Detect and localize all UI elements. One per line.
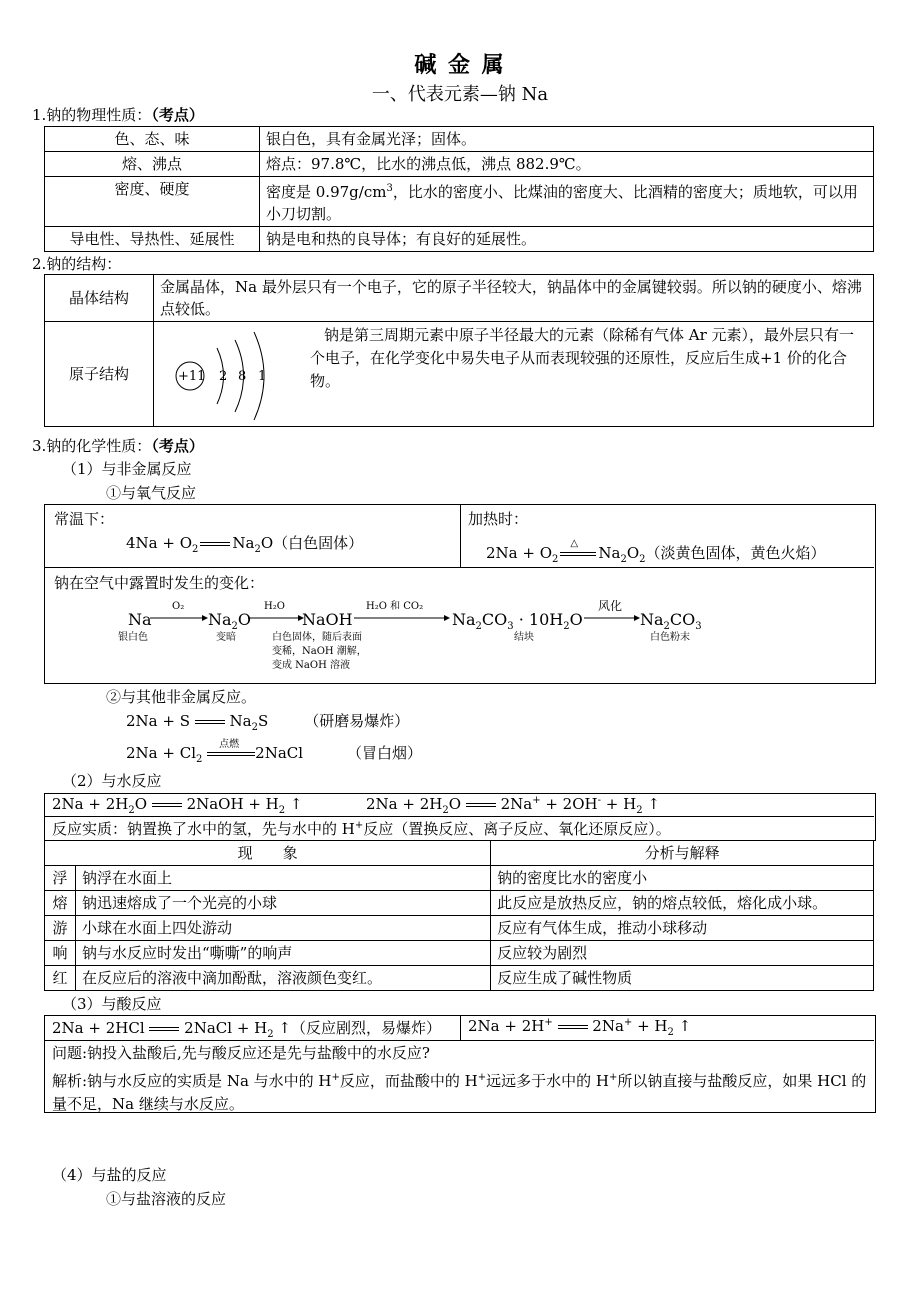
arrow-1-label: O₂ xyxy=(172,601,185,612)
page-title: 碱 金 属 xyxy=(414,52,506,78)
water-equation-molecular: $2Na + 2H_2O$ 2NaOH + $H_2$ ↑ xyxy=(52,795,303,816)
chain-na2co3-hydrate: $Na_2CO_3 \cdot 10H_2O$ xyxy=(452,610,583,633)
subsection-1: （1）与非金属反应 xyxy=(62,460,192,478)
arrow-4-label: 风化 xyxy=(598,599,623,613)
heating-label: 加热时： xyxy=(468,510,529,528)
table-row: 红 在反应后的溶液中滴加酚酞，溶液颜色变红。 反应生成了碱性物质 xyxy=(45,966,874,991)
shell-1: 2 xyxy=(219,369,228,384)
heating-equation: $2Na + O_2$ △ $Na_2O_2$（淡黄色固体，黄色火焰） xyxy=(486,538,826,565)
air-exposure-label: 钠在空气中露置时发生的变化： xyxy=(54,574,265,592)
subsection-1b: ②与其他非金属反应。 xyxy=(106,688,257,706)
table-row: 游 小球在水面上四处游动 反应有气体生成，推动小球移动 xyxy=(45,916,874,941)
chain-na: Na xyxy=(128,610,152,629)
subsection-2: （2）与水反应 xyxy=(62,772,162,790)
table-row: 导电性、导热性、延展性 钠是电和热的良导体；有良好的延展性。 xyxy=(45,227,874,252)
page-subtitle: 一、代表元素—钠 Na xyxy=(371,84,549,105)
table-row: 熔、沸点 熔点：97.8℃，比水的沸点低，沸点 882.9℃。 xyxy=(45,152,874,177)
chain-hydrate-note: 结块 xyxy=(514,632,534,643)
chlorine-equation: $2Na + Cl_2$ 点燃 2NaCl （冒白烟） xyxy=(126,739,423,765)
subsection-3: （3）与酸反应 xyxy=(62,995,162,1013)
chain-na2o: $Na_2O$ xyxy=(208,610,252,633)
section-3-heading: 3.钠的化学性质：（考点） xyxy=(32,437,204,455)
atom-diagram xyxy=(162,326,292,426)
water-equation-ionic: $2Na + 2H_2O$ $2Na^+ + 2OH^- + H_2$ ↑ xyxy=(366,795,660,816)
chain-na2co3-note: 白色粉末 xyxy=(650,632,690,643)
physical-properties-table xyxy=(44,126,874,252)
phenomena-table xyxy=(44,840,874,991)
chain-na2o-note: 变暗 xyxy=(216,632,236,643)
chain-naoh: NaOH xyxy=(302,610,353,629)
shell-2: 8 xyxy=(238,369,247,384)
atom-description: 钠是第三周期元素中原子半径最大的元素（除稀有气体 Ar 元素），最外层只有一个电子，在化学变化中易失电子从而表现较强的还原性，反应后生成+1 价的化合物。 xyxy=(310,326,855,390)
table-row: 响 钠与水反应时发出“嘶嘶”的响声 反应较为剧烈 xyxy=(45,941,874,966)
subsection-4: （4）与盐的反应 xyxy=(52,1166,167,1184)
chain-naoh-note-1: 白色固体，随后表面 xyxy=(272,632,362,643)
chain-na2co3: $Na_2CO_3$ xyxy=(640,610,702,633)
acid-question: 问题:钠投入盐酸后,先与酸反应还是先与盐酸中的水反应? xyxy=(52,1044,430,1062)
normal-temp-label: 常温下： xyxy=(54,510,115,528)
arrow-2-label: H₂O xyxy=(264,601,285,612)
subsection-1a: ①与氧气反应 xyxy=(106,484,197,502)
acid-equation-molecular: 2Na + 2HCl 2NaCl + $H_2$ ↑（反应剧烈，易爆炸） xyxy=(52,1019,441,1040)
table-row: 原子结构 +11 2 8 1 钠是第三周期元素中原子半径最大的元素（除稀有气体 Ar 元素），最外层只有一个电子，在化学变化中易失电子从而表现较强的还原性，反应后生成+1 价的化合物。 xyxy=(45,322,874,427)
table-row: 浮 钠浮在水面上 钠的密度比水的密度小 xyxy=(45,866,874,891)
acid-equation-ionic: 2Na + 2H+ $2Na^+ + H_2$ ↑ xyxy=(468,1017,692,1038)
structure-table xyxy=(44,274,874,427)
table-row: 熔 钠迅速熔成了一个光亮的小球 此反应是放热反应，钠的熔点较低，熔化成小球。 xyxy=(45,891,874,916)
table-row: 晶体结构 金属晶体，Na 最外层只有一个电子，它的原子半径较大，钠晶体中的金属键较弱。所以钠的硬度小、熔沸点较低。 xyxy=(45,275,874,322)
normal-temp-equation: $4Na + O_2$ $Na_2O$（白色固体） xyxy=(126,534,364,555)
table-row: 现 象 分析与解释 xyxy=(45,841,874,866)
nucleus-label: +11 xyxy=(178,369,206,384)
acid-answer: 解析:钠与水反应的实质是 Na 与水中的 H+反应，而盐酸中的 H+远远多于水中的 H+所以钠直接与盐酸反应，如果 HCl 的量不足，Na 继续与水反应。 xyxy=(52,1072,867,1113)
section-2-heading: 2.钠的结构： xyxy=(32,255,122,273)
table-row: 色、态、味 银白色，具有金属光泽；固体。 xyxy=(45,127,874,152)
chain-na-note: 银白色 xyxy=(118,632,148,643)
chain-naoh-note-2: 变稀，NaOH 潮解， xyxy=(272,646,367,657)
shell-3: 1 xyxy=(258,369,267,384)
arrow-3-label: H₂O 和 CO₂ xyxy=(366,601,424,612)
table-row: 密度、硬度 密度是 $0.97g/cm^3$，比水的密度小、比煤油的密度大、比酒精的密度大；质地软，可以用小刀切割。 xyxy=(45,177,874,227)
section-1-heading: 1.钠的物理性质：（考点） xyxy=(32,106,204,124)
subsection-4a: ①与盐溶液的反应 xyxy=(106,1190,227,1208)
chain-naoh-note-3: 变成 NaOH 溶液 xyxy=(272,660,350,671)
reaction-essence: 反应实质：钠置换了水中的氢，先与水中的 H+反应（置换反应、离子反应、氧化还原反应）。 xyxy=(52,820,671,838)
sulfur-equation: 2Na + S $Na_2S$ （研磨易爆炸） xyxy=(126,712,410,733)
